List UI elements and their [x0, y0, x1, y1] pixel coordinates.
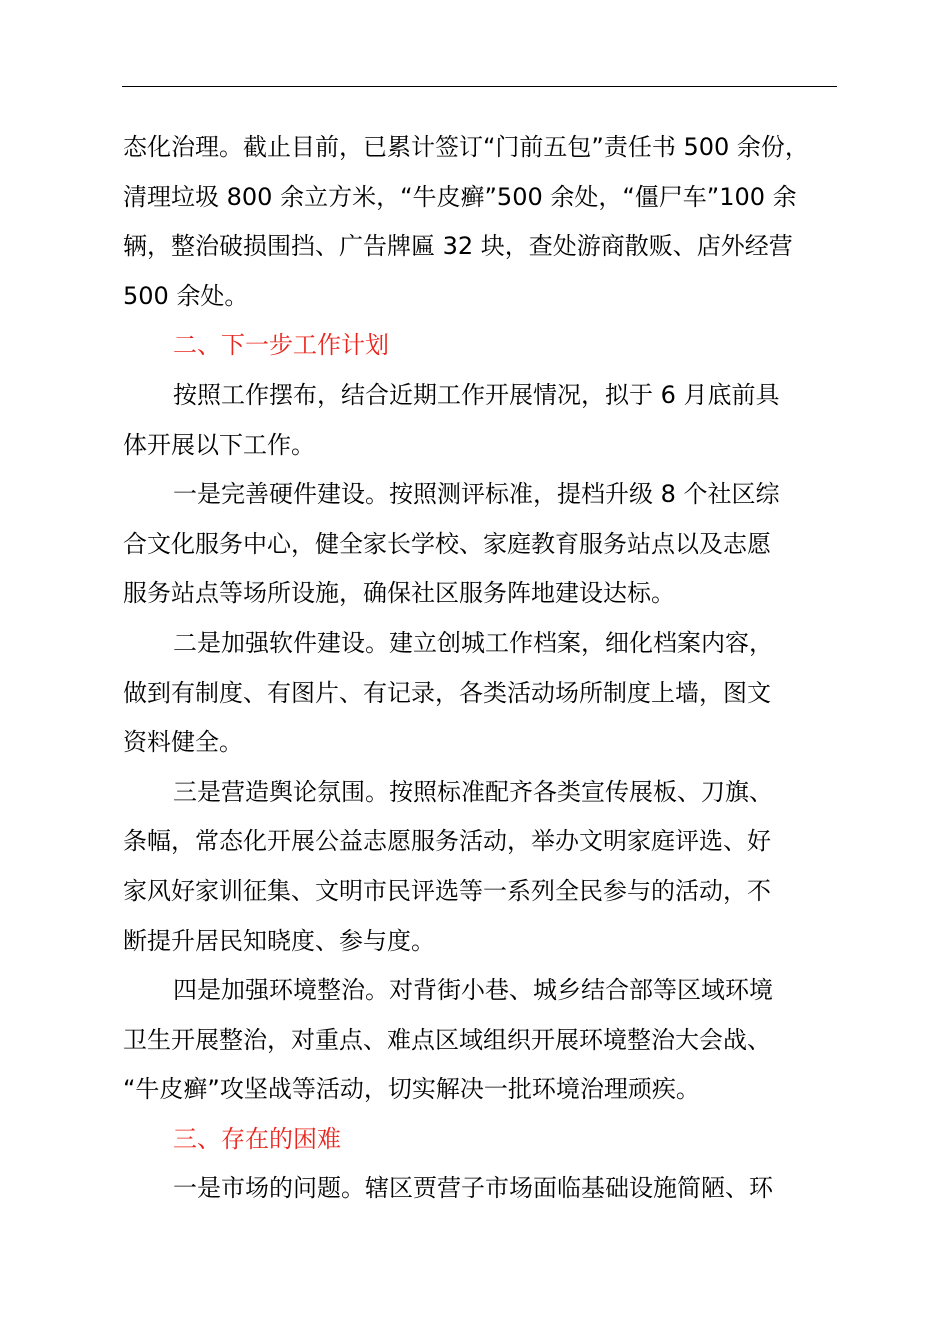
paragraph-line: 条幅，常态化开展公益志愿服务活动，举办文明家庭评选、好	[123, 827, 771, 856]
paragraph-line: 三是营造舆论氛围。按照标准配齐各类宣传展板、刀旗、	[173, 777, 773, 806]
paragraph-line: 断提升居民知晓度、参与度。	[123, 926, 435, 955]
paragraph-line: 按照工作摆布，结合近期工作开展情况，拟于 6 月底前具	[173, 380, 780, 409]
paragraph-line: 家风好家训征集、文明市民评选等一系列全民参与的活动，不	[123, 876, 771, 905]
paragraph-line: 合文化服务中心，健全家长学校、家庭教育服务站点以及志愿	[123, 529, 771, 558]
paragraph-line: 资料健全。	[123, 728, 243, 757]
paragraph-line: 清理垃圾 800 余立方米，“牛皮癣”500 余处，“僵尸车”100 余	[123, 182, 797, 211]
paragraph-line: 500 余处。	[123, 281, 249, 310]
paragraph-line: 服务站点等场所设施，确保社区服务阵地建设达标。	[123, 579, 675, 608]
section-heading: 二、下一步工作计划	[173, 331, 389, 360]
document-body	[123, 123, 839, 1214]
paragraph-line: 卫生开展整治，对重点、难点区域组织开展环境整治大会战、	[123, 1025, 771, 1054]
paragraph-line: 做到有制度、有图片、有记录，各类活动场所制度上墙，图文	[123, 678, 771, 707]
paragraph-line: 态化治理。截止目前，已累计签订“门前五包”责任书 500 余份，	[123, 133, 809, 161]
paragraph-line: 四是加强环境整治。对背街小巷、城乡结合部等区域环境	[173, 976, 773, 1005]
paragraph-line: “牛皮癣”攻坚战等活动，切实解决一批环境治理顽疾。	[123, 1075, 700, 1104]
section-heading: 三、存在的困难	[173, 1124, 341, 1153]
header-rule	[122, 86, 837, 87]
paragraph-line: 辆，整治破损围挡、广告牌匾 32 块，查处游商散贩、店外经营	[123, 232, 793, 261]
paragraph-line: 二是加强软件建设。建立创城工作档案，细化档案内容，	[173, 628, 773, 657]
paragraph-line: 一是完善硬件建设。按照测评标准，提档升级 8 个社区综	[173, 480, 780, 509]
paragraph-line: 一是市场的问题。辖区贾营子市场面临基础设施简陋、环	[173, 1174, 773, 1203]
paragraph-line: 体开展以下工作。	[123, 430, 315, 459]
